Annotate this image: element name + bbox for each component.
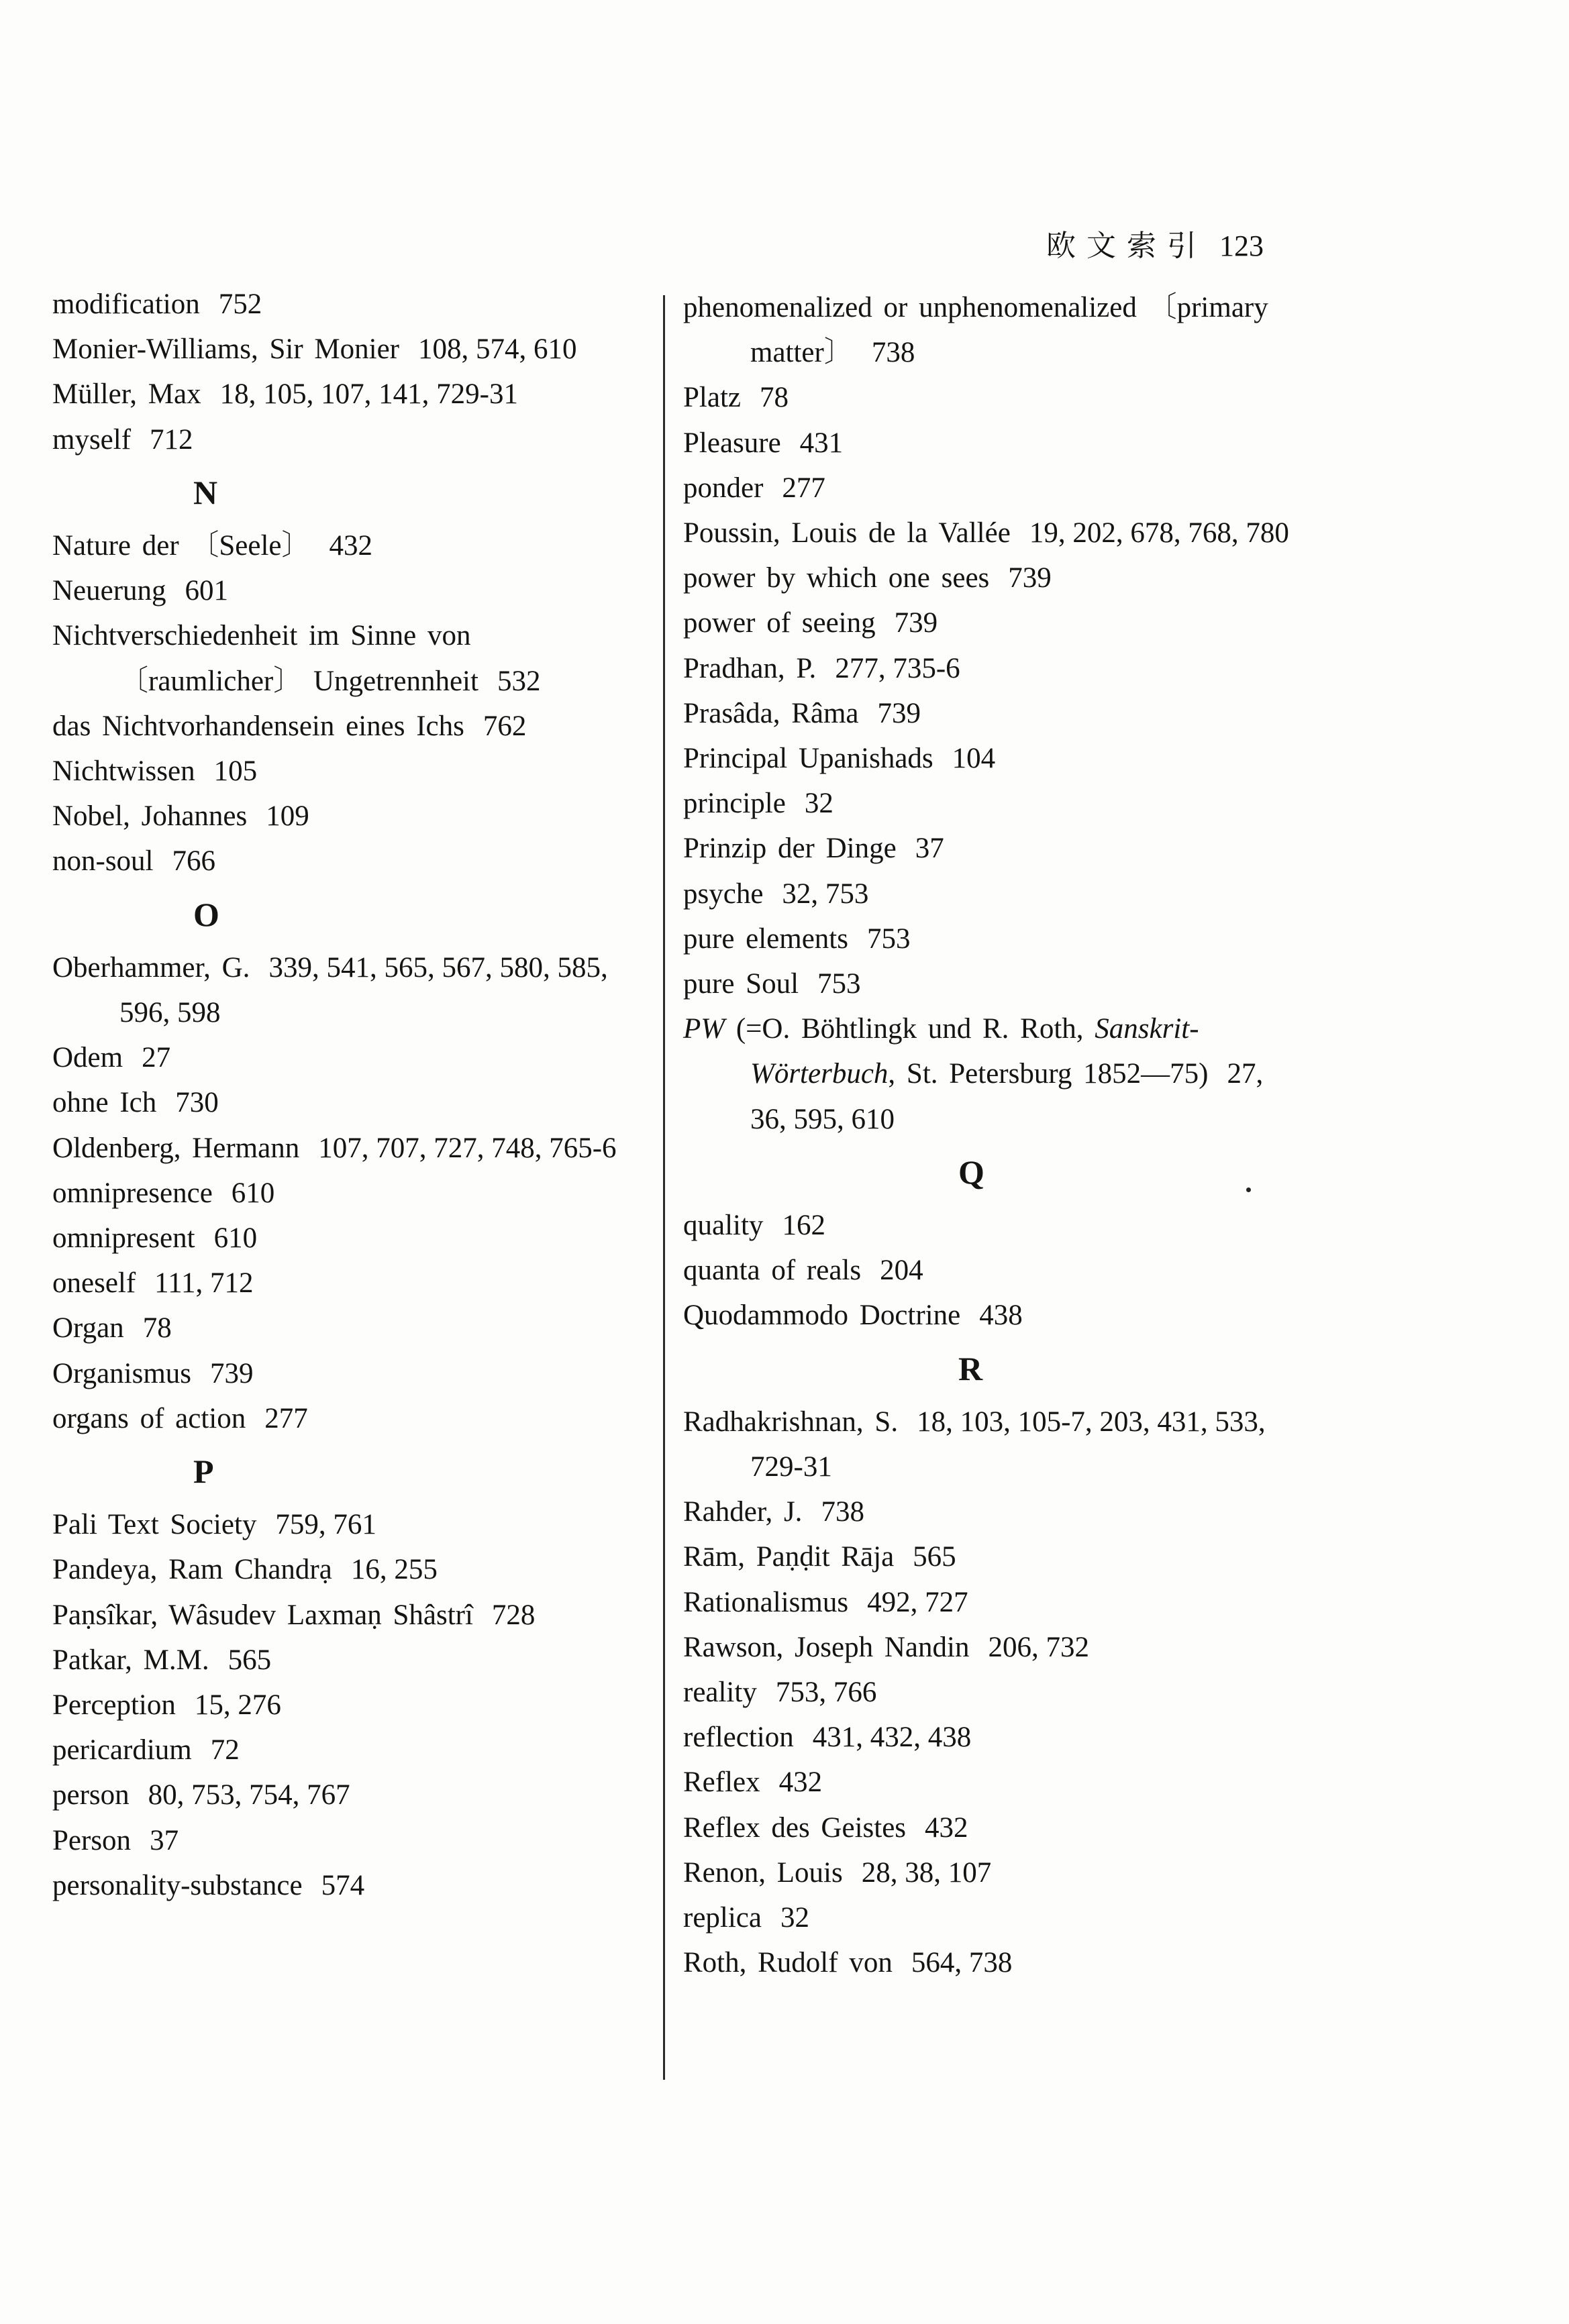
- index-entry: [52, 1216, 636, 1261]
- entry-term: replica: [683, 1902, 762, 1934]
- print-speck: [1246, 1187, 1251, 1192]
- entry-term: das Nichtvorhandensein eines Ichs: [52, 710, 464, 742]
- entry-pages: 739: [877, 697, 921, 729]
- index-entry: [52, 1502, 636, 1547]
- index-entry: [683, 1580, 1301, 1625]
- entry-pages: 753: [817, 968, 861, 1000]
- index-entry: [52, 1126, 636, 1171]
- entry-pages: 738: [871, 337, 915, 369]
- entry-term: Patkar, M.M.: [52, 1644, 209, 1676]
- entry-pages: 431, 432, 438: [812, 1722, 972, 1754]
- index-entry: [52, 417, 636, 462]
- entry-term: Principal Upanishads: [683, 743, 933, 775]
- entry-term: phenomenalized or unphenomenalized 〔primary matter〕: [683, 292, 1268, 369]
- entry-pages: 109: [266, 800, 309, 833]
- entry-term: Pradhan, P.: [683, 652, 817, 684]
- entry-term: Rationalismus: [683, 1586, 849, 1618]
- entry-pages: 728: [491, 1599, 536, 1631]
- index-entry: [52, 1306, 636, 1351]
- entry-term: Müller, Max: [52, 378, 201, 411]
- index-entry: [683, 872, 1301, 916]
- entry-term: oneself: [52, 1267, 136, 1300]
- entry-term: Pandeya, Ram Chandrạ: [52, 1554, 332, 1586]
- entry-pages: 18, 105, 107, 141, 729-31: [219, 378, 518, 411]
- index-entry: [683, 600, 1301, 645]
- index-entry: [52, 839, 636, 884]
- entry-term: Pleasure: [683, 427, 781, 459]
- index-entry: [683, 826, 1301, 871]
- entry-pages: 162: [782, 1210, 825, 1242]
- entry-pages: 712: [150, 423, 193, 456]
- entry-term: [683, 1013, 1208, 1090]
- entry-term: Nichtverschiedenheit im Sinne von 〔raumlicher〕 Ungetrennheit: [52, 620, 478, 697]
- entry-term: non-soul: [52, 845, 154, 878]
- entry-term: Reflex: [683, 1766, 760, 1799]
- entry-pages: 610: [213, 1222, 258, 1255]
- entry-term: quanta of reals: [683, 1255, 862, 1287]
- index-entry: [52, 1396, 636, 1441]
- entry-pages: 37: [150, 1824, 179, 1856]
- index-entry: [52, 523, 636, 568]
- index-entry: [52, 282, 636, 327]
- entry-pages: 277: [264, 1402, 308, 1434]
- entry-term: Person: [52, 1824, 132, 1856]
- index-entry: [683, 736, 1301, 781]
- entry-term: Oberhammer, G.: [52, 951, 250, 984]
- entry-pages: 432: [925, 1811, 968, 1844]
- entry-term: Prasâda, Râma: [683, 697, 859, 729]
- index-entry: [683, 1534, 1301, 1579]
- entry-term: Reflex des Geistes: [683, 1811, 907, 1844]
- entry-pages: 339, 541, 565, 567, 580, 585, 596, 598: [119, 951, 608, 1029]
- index-entry: [683, 916, 1301, 961]
- index-entry: [683, 1203, 1301, 1248]
- entry-term: Nobel, Johannes: [52, 800, 248, 833]
- index-entry: [683, 466, 1301, 511]
- entry-pages: 738: [821, 1496, 864, 1528]
- entry-term: reflection: [683, 1722, 794, 1754]
- index-entry: [52, 1080, 636, 1125]
- index-entry: [683, 1940, 1301, 1985]
- entry-pages: 206, 732: [988, 1631, 1089, 1663]
- entry-term: power of seeing: [683, 607, 876, 639]
- index-entry: [52, 327, 636, 372]
- entry-pages: 565: [913, 1541, 956, 1573]
- entry-pages: 104: [952, 743, 996, 775]
- entry-term: quality: [683, 1210, 764, 1242]
- entry-pages: 574: [321, 1869, 365, 1901]
- entry-pages: 762: [483, 710, 527, 742]
- entry-pages: 739: [894, 607, 938, 639]
- entry-term: Platz: [683, 382, 741, 414]
- section-letter: Q: [958, 1153, 984, 1191]
- entry-term: Organismus: [52, 1357, 192, 1389]
- entry-pages: 108, 574, 610: [417, 333, 577, 366]
- index-entry: [683, 511, 1301, 556]
- index-entry: [52, 704, 636, 749]
- entry-term: organs of action: [52, 1402, 246, 1434]
- entry-term: omnipresent: [52, 1222, 195, 1255]
- column-divider: [663, 295, 665, 2080]
- entry-pages: 532: [497, 665, 541, 697]
- page-number: 123: [1219, 229, 1264, 262]
- index-entry: [683, 1006, 1301, 1142]
- entry-pages: 32, 753: [782, 878, 869, 910]
- index-entry: [683, 1625, 1301, 1670]
- entry-pages: 277: [782, 472, 825, 504]
- entry-term: Prinzip der Dinge: [683, 833, 897, 865]
- entry-pages: 739: [210, 1357, 254, 1389]
- index-entry: [52, 1683, 636, 1728]
- entry-pages: 105: [213, 755, 258, 788]
- index-entry: [52, 1351, 636, 1396]
- index-entry: [52, 1593, 636, 1638]
- entry-term: Nichtwissen: [52, 755, 195, 788]
- entry-term: psyche: [683, 878, 764, 910]
- index-entry: [683, 421, 1301, 466]
- index-entry: [683, 646, 1301, 691]
- section-letter: N: [193, 473, 218, 511]
- entry-term: Nature der 〔Seele〕: [52, 530, 311, 562]
- index-entry: [683, 1805, 1301, 1850]
- entry-pages: 752: [218, 288, 262, 320]
- index-entry: [683, 1895, 1301, 1940]
- entry-term: Roth, Rudolf von: [683, 1947, 893, 1979]
- entry-pages: 277, 735-6: [835, 652, 960, 684]
- entry-pages: 753, 766: [775, 1677, 877, 1709]
- index-entry: [683, 1670, 1301, 1715]
- entry-pages: 204: [880, 1255, 923, 1287]
- entry-pages: 766: [172, 845, 215, 878]
- entry-term: omnipresence: [52, 1177, 213, 1209]
- index-entry: [683, 961, 1301, 1006]
- entry-pages: 601: [185, 575, 229, 607]
- entry-pages: 78: [142, 1312, 172, 1344]
- index-entry: [52, 1547, 636, 1592]
- section-letter: R: [958, 1349, 983, 1387]
- entry-pages: 32: [804, 788, 833, 820]
- index-entry: [52, 1638, 636, 1683]
- entry-term: Monier-Williams, Sir Monier: [52, 333, 399, 366]
- entry-term: Pali Text Society: [52, 1509, 257, 1541]
- entry-pages: 438: [979, 1300, 1023, 1332]
- entry-pages: 80, 753, 754, 767: [148, 1779, 350, 1811]
- entry-term: Paṇsîkar, Wâsudev Laxmaṇ Shâstrî: [52, 1599, 473, 1631]
- section-letter: P: [193, 1452, 214, 1491]
- entry-pages: 32: [780, 1902, 809, 1934]
- index-entry: [52, 1035, 636, 1080]
- entry-text: , St. Petersburg 1852—75): [888, 1058, 1209, 1090]
- index-entry: [683, 285, 1301, 375]
- entry-pages: 564, 738: [911, 1947, 1013, 1979]
- index-entry: [683, 691, 1301, 736]
- entry-term: Organ: [52, 1312, 124, 1344]
- index-entry: [52, 1773, 636, 1817]
- index-entry: [52, 568, 636, 613]
- entry-term: reality: [683, 1677, 757, 1709]
- entry-term: Radhakrishnan, S.: [683, 1406, 899, 1438]
- index-entry: [683, 556, 1301, 600]
- index-entry: [52, 1171, 636, 1216]
- index-entry: [683, 781, 1301, 826]
- entry-term: Quodammodo Doctrine: [683, 1300, 961, 1332]
- index-entry: [52, 613, 636, 703]
- index-entry: [52, 1728, 636, 1773]
- index-entry: [683, 1760, 1301, 1805]
- index-entry: [52, 372, 636, 417]
- entry-pages: 72: [210, 1734, 240, 1766]
- entry-term: Neuerung: [52, 575, 166, 607]
- entry-pages: 27: [142, 1042, 171, 1074]
- entry-term: principle: [683, 788, 786, 820]
- index-entry: [683, 1399, 1301, 1489]
- index-entry: [52, 749, 636, 794]
- index-column-right: [683, 285, 1301, 1985]
- entry-term: Perception: [52, 1689, 176, 1722]
- entry-term: ponder: [683, 472, 764, 504]
- entry-term: ohne Ich: [52, 1087, 157, 1119]
- entry-term: Rām, Paṇḍit Rāja: [683, 1541, 895, 1573]
- entry-pages: 753: [867, 922, 911, 955]
- entry-term: Oldenberg, Hermann: [52, 1132, 300, 1164]
- index-entry: [52, 794, 636, 839]
- entry-term: myself: [52, 423, 132, 456]
- entry-term: Poussin, Louis de la Vallée: [683, 517, 1011, 549]
- entry-pages: 107, 707, 727, 748, 765-6: [318, 1132, 617, 1164]
- entry-pages: 16, 255: [350, 1554, 438, 1586]
- index-entry: [52, 1863, 636, 1908]
- entry-term: Odem: [52, 1042, 123, 1074]
- entry-pages: 37: [915, 833, 944, 865]
- entry-term: Renon, Louis: [683, 1856, 843, 1889]
- entry-pages: 492, 727: [867, 1586, 968, 1618]
- index-entry: [683, 1715, 1301, 1760]
- entry-title: Sanskrit-Wörterbuch: [750, 1013, 1199, 1090]
- entry-pages: 27, 36, 595, 610: [750, 1058, 1264, 1135]
- page-header: [1046, 221, 1264, 264]
- entry-pages: 111, 712: [154, 1267, 254, 1300]
- entry-term: person: [52, 1779, 130, 1811]
- index-entry: [683, 1850, 1301, 1895]
- entry-pages: 432: [329, 530, 373, 562]
- entry-term: power by which one sees: [683, 562, 990, 594]
- index-column-left: [52, 282, 636, 1908]
- entry-term: personality-substance: [52, 1869, 303, 1901]
- entry-pages: 759, 761: [275, 1509, 376, 1541]
- entry-term: Rawson, Joseph Nandin: [683, 1631, 970, 1663]
- entry-term: pericardium: [52, 1734, 192, 1766]
- entry-term: Rahder, J.: [683, 1496, 803, 1528]
- entry-pages: 565: [227, 1644, 272, 1676]
- index-entry: [683, 375, 1301, 420]
- entry-term: pure elements: [683, 922, 848, 955]
- entry-pages: 18, 103, 105-7, 203, 431, 533, 729-31: [750, 1406, 1266, 1483]
- entry-pages: 432: [778, 1766, 823, 1799]
- entry-pages: 15, 276: [194, 1689, 281, 1722]
- entry-text: (=O. Böhtlingk und R. Roth,: [725, 1013, 1095, 1045]
- header-title: 欧文索引: [1046, 229, 1207, 262]
- entry-pages: 28, 38, 107: [861, 1856, 992, 1889]
- section-letter: O: [193, 895, 219, 933]
- index-entry: [683, 1293, 1301, 1338]
- entry-pages: 730: [175, 1087, 219, 1119]
- index-entry: [52, 945, 636, 1035]
- entry-abbr: PW: [683, 1013, 725, 1045]
- index-entry: [52, 1261, 636, 1306]
- entry-pages: 78: [759, 382, 789, 414]
- entry-pages: 739: [1008, 562, 1052, 594]
- entry-pages: 610: [231, 1177, 275, 1209]
- index-entry: [683, 1248, 1301, 1293]
- entry-term: pure Soul: [683, 968, 799, 1000]
- index-entry: [52, 1818, 636, 1863]
- entry-pages: 19, 202, 678, 768, 780: [1029, 517, 1289, 549]
- entry-term: modification: [52, 288, 200, 320]
- index-entry: [683, 1489, 1301, 1534]
- entry-pages: 431: [799, 427, 844, 459]
